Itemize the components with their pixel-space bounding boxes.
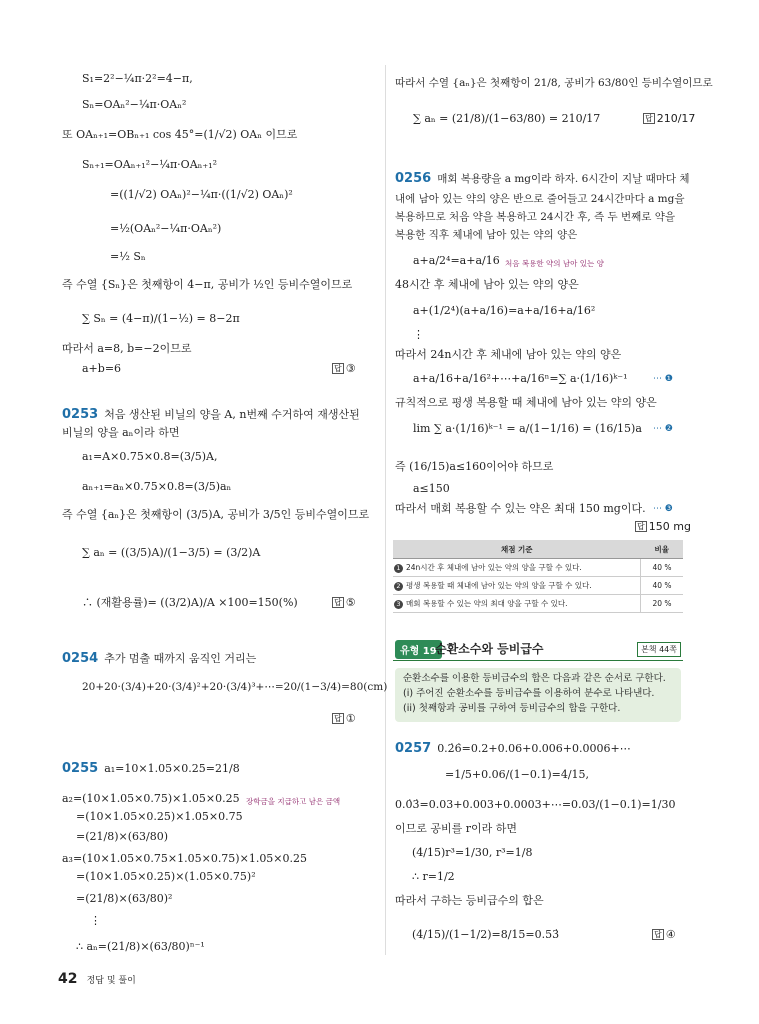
answer-value: 150 mg [648,520,691,533]
text-line: 이므로 공비를 r이라 하면 [395,822,518,835]
problem-0254-line [62,652,256,666]
criteria-text: 24n시간 후 체내에 남아 있는 약의 양을 구할 수 있다. [406,563,582,572]
table-row [393,559,683,577]
answer-label: 답 [645,114,653,123]
answer-label: 답 [334,714,342,723]
text-line: =(21/8)×(63/80)² [76,892,173,905]
row-number: 2 [394,582,403,591]
answer-label: 답 [654,930,662,939]
text-line: a+a/16+a/16²+⋯+a/16ⁿ=∑ a·(1/16)ᵏ⁻¹ [413,372,628,385]
type-title: 순환소수와 등비급수 [435,642,544,656]
text-line: 따라서 수열 {aₙ}은 첫째항이 21/8, 공비가 63/80인 등비수열이므로 [395,77,713,89]
text-line: 즉 수열 {Sₙ}은 첫째항이 4−π, 공비가 ½인 등비수열이므로 [62,278,353,291]
problem-number: 0254 [62,651,99,666]
answer-label: 답 [637,522,645,531]
answer-value: ① [345,712,356,725]
text-line: a₁=A×0.75×0.8=(3/5)A, [82,450,218,463]
text-line: lim ∑ a·(1/16)ᵏ⁻¹ = a/(1−1/16) = (16/15)a [413,422,642,435]
text-line: =((1/√2) OAₙ)²−¼π·((1/√2) OAₙ)² [110,188,293,201]
answer-label: 답 [334,364,342,373]
text-line: aₙ₊₁=aₙ×0.75×0.8=(3/5)aₙ [82,480,232,493]
problem-number: 0253 [62,407,99,422]
table-row [393,595,683,613]
answer-0256 [635,520,691,533]
grading-header [393,540,683,559]
text-line: 또 OAₙ₊₁=OBₙ₊₁ cos 45°=(1/√2) OAₙ 이므로 [62,128,298,141]
annotation-note: 처음 복용한 약의 남아 있는 양 [505,259,604,268]
text-line: Sₙ₊₁=OAₙ₊₁²−¼π·OAₙ₊₁² [82,158,218,171]
grading-table [393,540,683,613]
text-line: ⋮ [413,328,424,341]
text-line: 따라서 24n시간 후 체내에 남아 있는 약의 양은 [395,348,622,361]
tip-line: 순환소수를 이용한 등비급수의 합은 다음과 같은 순서로 구한다. [403,673,666,684]
text-line: (4/15)r³=1/30, r³=1/8 [412,846,533,859]
text-line: ∴ r=1/2 [412,870,455,883]
criteria-text: 매회 복용할 수 있는 약의 최대 양을 구할 수 있다. [406,599,568,608]
answer-0257 [652,928,676,941]
text-line: =(10×1.05×0.25)×(1.05×0.75)² [76,870,256,883]
problem-0257-line [395,742,631,756]
text-line: 추가 멈출 때까지 움직인 거리는 [104,652,257,665]
step-marker: ⋯ ❶ [653,374,673,384]
answer-value: ⑤ [345,596,356,609]
text-line: a₃=(10×1.05×0.75×1.05×0.75)×1.05×0.25 [62,852,308,865]
text-line: 복용하므로 처음 약을 복용하고 24시간 후, 즉 두 번째로 약을 [395,211,676,223]
text-line: 0.2̇6̇=0.2+0.06+0.006+0.0006+⋯ [437,742,631,755]
step-marker: ⋯ ❷ [653,424,673,434]
text-line: 복용한 직후 체내에 남아 있는 약의 양은 [395,229,578,241]
row-number: 3 [394,600,403,609]
text-line: ∴ aₙ=(21/8)×(63/80)ⁿ⁻¹ [76,940,205,953]
text-line: 따라서 a=8, b=−2이므로 [62,342,192,355]
text-line: 0.0̇3̇=0.03+0.003+0.0003+⋯=0.03/(1−0.1)=1/30 [395,798,676,811]
text-line: =½ Sₙ [110,250,146,263]
tip-line: (ii) 첫째항과 공비를 구하여 등비급수의 합을 구한다. [403,703,621,714]
rate-header: 비율 [641,540,684,559]
textbook-reference: 본책 44쪽 [637,642,681,657]
problem-number: 0256 [395,171,432,186]
row-number: 1 [394,564,403,573]
rate-value: 40 % [641,577,684,595]
answer-value: ④ [665,928,676,941]
text-line: a₁=10×1.05×0.25=21/8 [104,762,240,775]
table-row [393,577,683,595]
text-line: a+b=6 [82,362,122,375]
answer-0253 [332,596,356,609]
text-line: ∑ aₙ = ((3/5)A)/(1−3/5) = (3/2)A [82,546,261,559]
footer-label: 정답 및 풀이 [86,976,136,986]
text-line: 48시간 후 체내에 남아 있는 약의 양은 [395,278,579,291]
text-line: 따라서 구하는 등비급수의 합은 [395,894,544,907]
problem-0253-line [62,408,360,422]
type-section-header [393,638,683,661]
column-divider [385,65,386,955]
problem-number: 0257 [395,741,432,756]
criteria-header: 채점 기준 [393,540,641,559]
answer-0254 [332,712,356,725]
tip-line: (i) 주어진 순환소수를 등비급수를 이용하여 분수로 나타낸다. [403,688,655,699]
text-line: a₂=(10×1.05×0.75)×1.05×0.25 [62,792,240,805]
answer-value: 210/17 [656,112,696,125]
text-line: 처음 생산된 비닐의 양을 A, n번째 수거하여 재생산된 [104,408,360,421]
page-number: 42 [58,971,78,987]
text-line: Sₙ=OAₙ²−¼π·OAₙ² [82,98,187,111]
text-line: 규칙적으로 평생 복용할 때 체내에 남아 있는 약의 양은 [395,396,657,409]
text-line: ⋮ [90,914,101,927]
text-line: 매회 복용량을 a mg이라 하자. 6시간이 지날 때마다 체 [437,173,690,185]
step-marker: ⋯ ❸ [653,504,673,514]
answer-label: 답 [334,598,342,607]
text-line: 따라서 매회 복용할 수 있는 약은 최대 150 mg이다. [395,502,646,515]
problem-number: 0255 [62,761,99,776]
text-line: =½(OAₙ²−¼π·OAₙ²) [110,222,222,235]
text-line: 비닐의 양을 aₙ이라 하면 [62,426,180,439]
problem-0255-line [62,762,240,776]
type-tag: 유형 19 [395,640,442,659]
answer-0255 [643,112,695,125]
text-line: ∑ aₙ = (21/8)/(1−63/80) = 210/17 [413,112,601,125]
answer-value: ③ [345,362,356,375]
text-line: ∴ (재활용률)= ((3/2)A)/A ×100=150(%) [82,596,298,609]
text-line: 내에 남아 있는 약의 양은 반으로 줄어들고 24시간마다 a mg을 [395,193,685,205]
text-line: a+(1/2⁴)(a+a/16)=a+a/16+a/16² [413,304,596,317]
text-line: =1/5+0.06/(1−0.1)=4/15, [445,768,590,781]
problem-0256-line [395,172,690,186]
tip-box [395,668,681,722]
annotation-note: 장학금을 지급하고 남은 금액 [246,797,341,806]
rate-value: 40 % [641,559,684,577]
rate-value: 20 % [641,595,684,613]
text-line: S₁=2²−¼π·2²=4−π, [82,72,193,85]
text-line: =(21/8)×(63/80) [76,830,169,843]
text-line: a+a/2⁴=a+a/16 [413,254,500,267]
text-line: ∑ Sₙ = (4−π)/(1−½) = 8−2π [82,312,240,325]
page-footer [58,968,136,987]
text-line: a≤150 [413,482,450,495]
text-line: (4/15)/(1−1/2)=8/15=0.53̇ [412,928,560,941]
text-line: 20+20·(3/4)+20·(3/4)²+20·(3/4)³+⋯=20/(1−3/4)=80(cm) [82,681,388,693]
answer-0252 [332,362,356,375]
text-line: 즉 (16/15)a≤160이어야 하므로 [395,460,554,473]
text-line: 즉 수열 {aₙ}은 첫째항이 (3/5)A, 공비가 3/5인 등비수열이므로 [62,508,370,521]
text-line: =(10×1.05×0.25)×1.05×0.75 [76,810,243,823]
criteria-text: 평생 복용할 때 체내에 남아 있는 약의 양을 구할 수 있다. [406,581,592,590]
